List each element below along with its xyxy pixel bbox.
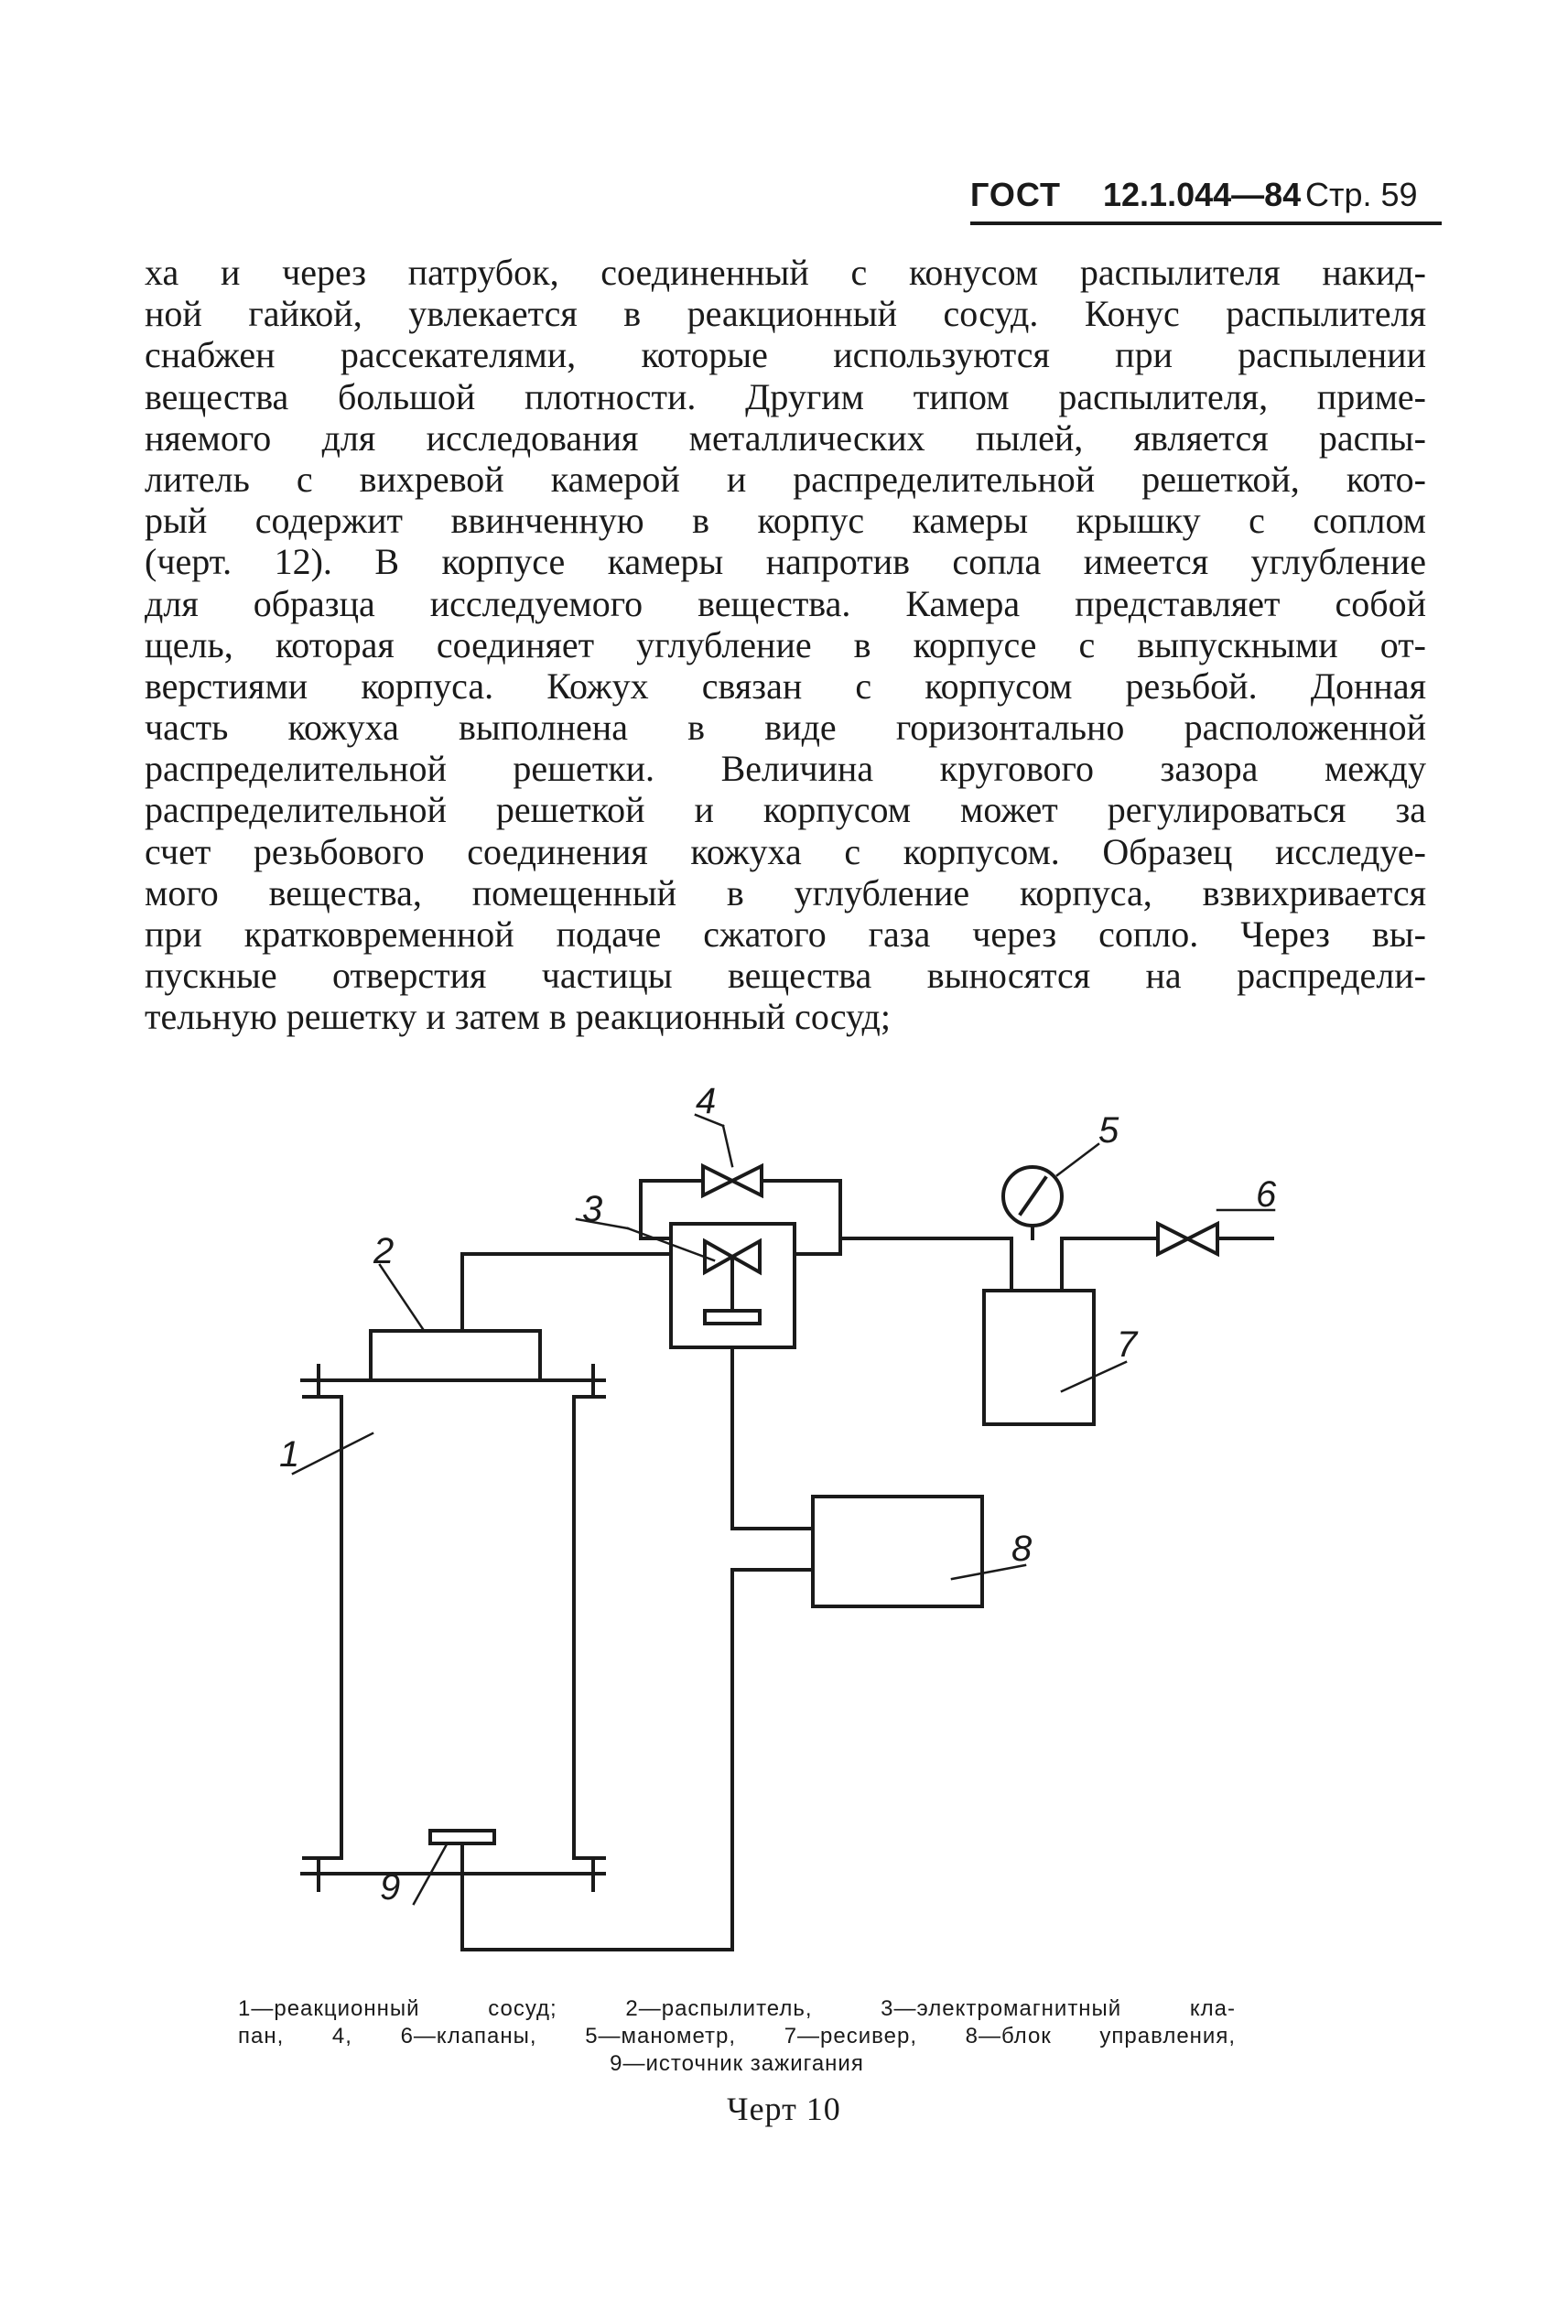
label-9: 9 xyxy=(380,1867,401,1908)
caption-line: пан, 4, 6—клапаны, 5—манометр, 7—ресивер, 8—блок управления, xyxy=(238,2024,1236,2048)
manometer xyxy=(1003,1167,1062,1238)
leader-lines xyxy=(293,1115,1274,1904)
header-page-number: Стр. 59 xyxy=(1305,176,1418,213)
leader-1 xyxy=(293,1433,373,1474)
solenoid-valve xyxy=(671,1224,795,1347)
header-rule xyxy=(970,222,1442,225)
receiver-inlet-right xyxy=(1062,1238,1158,1291)
body-line: для образца исследуемого вещества. Камера представляет собой xyxy=(145,582,1426,624)
apparatus-diagram xyxy=(0,1071,1568,1968)
header-standard-prefix: ГОСТ xyxy=(970,176,1062,213)
leader-2 xyxy=(380,1265,423,1329)
label-5: 5 xyxy=(1098,1110,1119,1151)
label-4: 4 xyxy=(696,1081,717,1121)
figure-title: Черт 10 xyxy=(727,2091,841,2127)
reaction-vessel xyxy=(302,1366,604,1890)
leader-4 xyxy=(723,1126,732,1166)
body-line: при кратковременной подаче сжатого газа через сопло. Через вы- xyxy=(145,913,1426,955)
label-1: 1 xyxy=(279,1434,300,1475)
body-line: тельную решетку и затем в реакционный сосуд; xyxy=(145,996,891,1038)
control-unit-box xyxy=(813,1497,982,1606)
label-2: 2 xyxy=(373,1231,395,1271)
manometer-needle xyxy=(1021,1178,1045,1214)
solenoid-valve-coil xyxy=(705,1311,760,1324)
body-line: (черт. 12). В корпусе камеры напротив сопла имеется углубление xyxy=(145,541,1426,583)
receiver-box xyxy=(984,1291,1094,1424)
label-7: 7 xyxy=(1117,1324,1138,1365)
body-line: вещества большой плотности. Другим типом распылителя, приме- xyxy=(145,375,1426,417)
valve-4-symbol xyxy=(703,1166,762,1195)
label-6: 6 xyxy=(1256,1174,1277,1215)
diagram-labels xyxy=(279,1081,1277,1908)
body-line: ной гайкой, увлекается в реакционный сосуд. Конус распылителя xyxy=(145,293,1426,335)
body-line: верстиями корпуса. Кожух связан с корпусом резьбой. Донная xyxy=(145,665,1426,707)
figure-caption xyxy=(238,1995,1236,2078)
atomizer-box xyxy=(371,1331,540,1380)
leader-5 xyxy=(1057,1144,1098,1175)
body-paragraph xyxy=(145,252,1426,1038)
igniter-symbol xyxy=(430,1831,494,1843)
body-line: мого вещества, помещенный в углубление корпуса, взвихривается xyxy=(145,871,1426,913)
body-line: распределительной решеткой и корпусом может регулироваться за xyxy=(145,789,1426,831)
valve-6-symbol xyxy=(1158,1224,1217,1254)
body-line: няемого для исследования металлических пылей, является распы- xyxy=(145,416,1426,459)
body-line: ха и через патрубок, соединенный с конусом распылителя накид- xyxy=(145,252,1426,293)
apparatus-diagram-svg xyxy=(0,1071,1568,1968)
control-to-igniter-line xyxy=(462,1570,813,1950)
control-to-valve-line xyxy=(732,1347,813,1529)
body-line: часть кожуха выполнена в виде горизонтально расположенной xyxy=(145,707,1426,749)
body-line: счет резьбового соединения кожуха с корпусом. Образец исследуе- xyxy=(145,830,1426,872)
body-line: щель, которая соединяет углубление в корпусе с выпускными от- xyxy=(145,623,1426,665)
atomizer-feed-line xyxy=(462,1254,671,1331)
page-header xyxy=(970,168,1442,223)
body-line: снабжен рассекателями, которые используются при распылении xyxy=(145,334,1426,376)
body-line: рый содержит ввинченную в корпус камеры крышку с соплом xyxy=(145,500,1426,542)
caption-line: 1—реакционный сосуд; 2—распылитель, 3—электромагнитный кла- xyxy=(238,1996,1236,2021)
body-line: распределительной решетки. Величина кругового зазора между xyxy=(145,748,1426,790)
caption-line: 9—источник зажигания xyxy=(610,2051,864,2076)
bypass-line-right xyxy=(764,1181,840,1254)
label-8: 8 xyxy=(1011,1529,1033,1569)
label-3: 3 xyxy=(582,1189,603,1229)
body-line: пускные отверстия частицы вещества выносятся на распредели- xyxy=(145,955,1426,997)
header-standard-number: 12.1.044—84 xyxy=(1103,176,1302,213)
body-line: литель с вихревой камерой и распределительной решеткой, кото- xyxy=(145,458,1426,500)
